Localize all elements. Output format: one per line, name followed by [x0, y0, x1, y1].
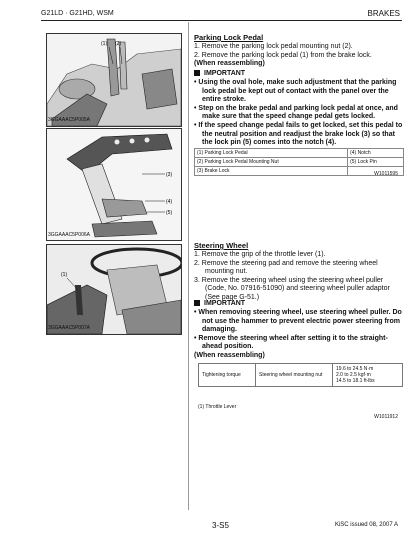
important-heading: IMPORTANT: [194, 70, 245, 77]
square-bullet-icon: [194, 70, 200, 76]
square-bullet-icon: [194, 300, 200, 306]
page-number: 3-S5: [212, 521, 229, 530]
figure-parking-pedal: [46, 33, 182, 127]
important-item: • Using the oval hole, make such adjustment that the parking lock pedal be kept out of contact with the panel over the entire stroke.: [194, 79, 397, 104]
chapter-title: BRAKES: [367, 9, 400, 18]
figure-caption: 3GGAAAC5P006A: [48, 232, 90, 238]
steering-legend: (1) Throttle Lever: [198, 404, 237, 410]
section-title-steering: Steering Wheel: [194, 241, 249, 250]
step: 2. Remove the steering pad and remove the steering wheel mounting nut.: [194, 259, 378, 276]
manual-model-label: G21LD · G21HD, WSM: [41, 10, 114, 17]
important-item: • When removing steering wheel, use steering wheel puller. Do not use the hammer to prevent electric power steering from damaging.: [194, 309, 402, 334]
torque-item: Steering wheel mounting nut: [256, 364, 333, 387]
important-item: • Step on the brake pedal and parking lock pedal at once, and make sure that the speed change pedal gets locked.: [194, 104, 398, 121]
important-item: • If the speed change pedal fails to get locked, set this pedal to the neutral position and readjust the brake lock (3) so that the lock pin (5) comes into the notch (4).: [194, 121, 403, 147]
callout-5: (5): [166, 210, 173, 216]
brake-lock-illustration: [47, 129, 181, 240]
steering-steps: [194, 251, 404, 303]
step: 3. Remove the steering wheel using the steering wheel puller (Code, No. 07916-51090) and steering wheel puller adaptor (See page G-51.): [194, 276, 390, 301]
reassembling-heading: (When reassembling): [194, 60, 265, 68]
steering-wheel-illustration: [47, 245, 181, 334]
torque-values: 19.6 to 24.5 N·m 2.0 to 2.5 kgf·m 14.5 to 18.1 ft-lbs: [333, 364, 403, 387]
reassembling-heading: (When reassembling): [194, 351, 265, 359]
step: 2. Remove the parking lock pedal (1) from the brake lock.: [194, 51, 372, 59]
doc-code: W1011912: [374, 414, 398, 420]
section-title-parking: Parking Lock Pedal: [194, 33, 264, 42]
step: 1. Remove the grip of the throttle lever (1).: [194, 251, 326, 258]
issue-note: KiSC issued 08, 2007 A: [334, 522, 398, 528]
callout-3: (3): [166, 172, 173, 178]
doc-code: W1011595: [374, 171, 398, 177]
callout-2: (2): [115, 41, 122, 47]
callout-4: (4): [166, 199, 173, 205]
parking-steps: [194, 43, 404, 69]
steering-important-list: [194, 309, 406, 361]
parking-important-list: [194, 79, 406, 148]
figure-steering-wheel: [46, 244, 182, 335]
callout-1: (1): [61, 272, 68, 278]
figure-brake-lock: [46, 128, 182, 241]
important-item: • Remove the steering wheel after setting it to the straight-ahead position.: [194, 334, 388, 351]
step: 1. Remove the parking lock pedal mounting nut (2).: [194, 43, 353, 50]
torque-label: Tightening torque: [199, 364, 256, 387]
important-heading: IMPORTANT: [194, 300, 245, 307]
header-rule: [41, 20, 402, 21]
torque-table: [198, 363, 403, 387]
callout-1: (1): [101, 41, 108, 47]
parking-legend: (1) Parking Lock Pedal (4) Notch (2) Parking Lock Pedal Mounting Nut (5) Lock Pin (3) Brake Lock: [194, 148, 404, 176]
figure-caption: 3GGAAAC5P007A: [48, 325, 90, 331]
figure-caption: 3GGAAAC5P005A: [48, 117, 90, 123]
column-divider: [188, 22, 189, 510]
parking-pedal-illustration: [47, 34, 181, 126]
